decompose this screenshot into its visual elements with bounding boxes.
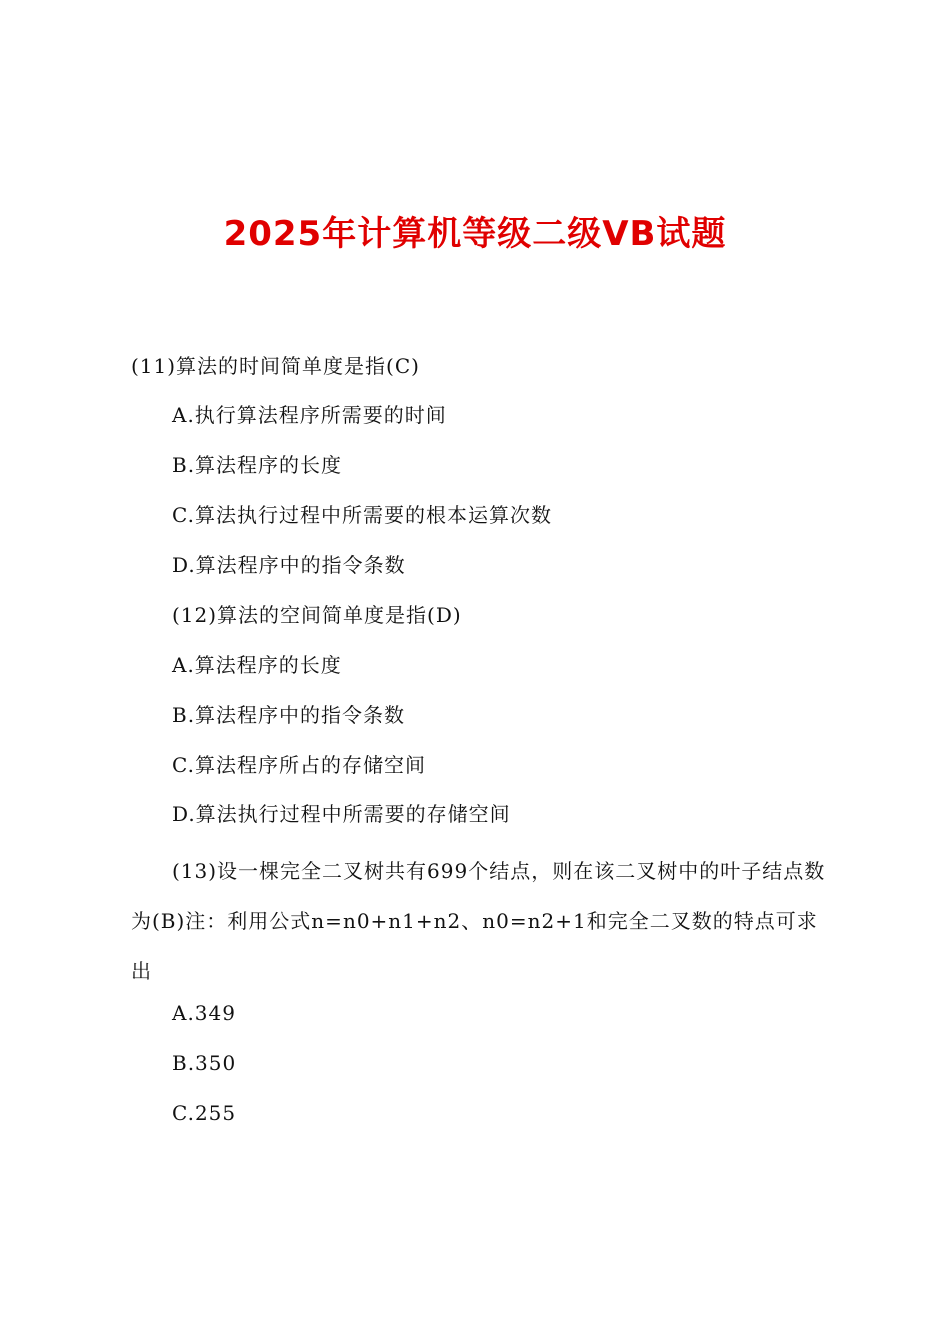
question-11-stem: (11)算法的时间简单度是指(C)	[131, 354, 420, 378]
question-12-option-d: D.算法执行过程中所需要的存储空间	[172, 802, 511, 826]
question-12-option-c: C.算法程序所占的存储空间	[172, 753, 426, 777]
question-12-option-a: A.算法程序的长度	[172, 653, 342, 677]
question-13-option-b: B.350	[172, 1051, 237, 1075]
question-13-stem: (13)设一棵完全二叉树共有699个结点，则在该二叉树中的叶子结点数为(B)注：利用公式n=n0+n1+n2、n0=n2+1和完全二叉数的特点可求出	[131, 859, 826, 983]
question-13-option-a: A.349	[172, 1001, 236, 1025]
question-13-option-c: C.255	[172, 1101, 237, 1125]
question-11-option-d: D.算法程序中的指令条数	[172, 553, 406, 577]
question-11-option-b: B.算法程序的长度	[172, 453, 343, 477]
question-11-option-a: A.执行算法程序所需要的时间	[172, 403, 447, 427]
document-title: 2025年计算机等级二级VB试题	[223, 214, 727, 254]
question-11-option-c: C.算法执行过程中所需要的根本运算次数	[172, 503, 552, 527]
question-12-option-b: B.算法程序中的指令条数	[172, 703, 406, 727]
question-12-stem: (12)算法的空间简单度是指(D)	[172, 603, 462, 627]
